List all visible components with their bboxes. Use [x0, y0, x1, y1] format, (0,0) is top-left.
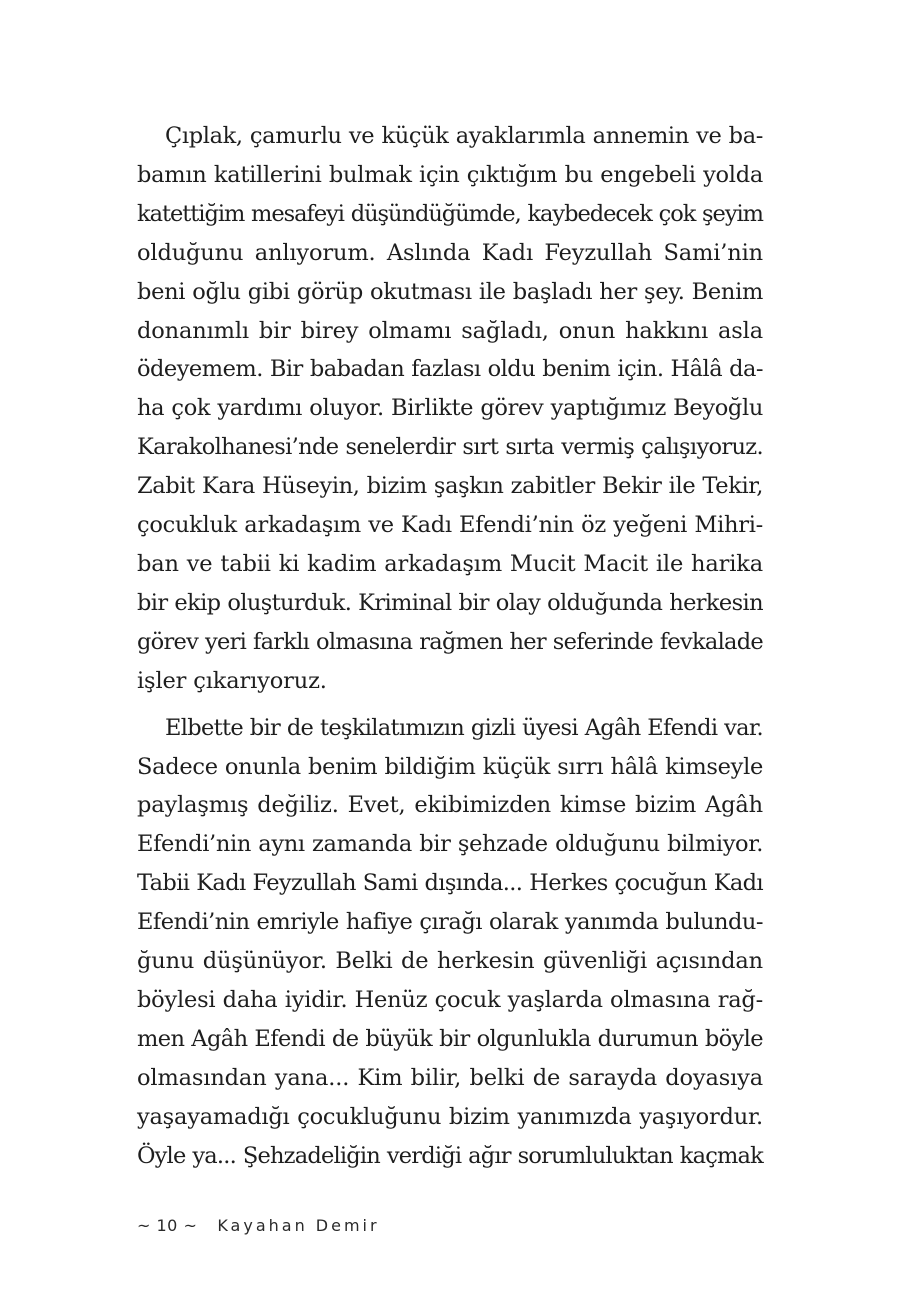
page-footer [137, 1216, 380, 1235]
text-line: çocukluk arkadaşım ve Kadı Efendi’nin öz yeğeni Mihri- [137, 512, 763, 539]
text-line: işler çıkarıyoruz. [137, 667, 327, 694]
page-number: ~ 10 ~ [137, 1216, 198, 1235]
text-line: Tabii Kadı Feyzullah Sami dışında... Herkes çocuğun Kadı [137, 870, 763, 897]
text-line: ğunu düşünüyor. Belki de herkesin güvenliği açısından [137, 948, 763, 975]
text-line: olduğunu anlıyorum. Aslında Kadı Feyzullah Sami’nin [137, 239, 763, 266]
author-name: Kayahan Demir [217, 1216, 380, 1235]
text-line: Zabit Kara Hüseyin, bizim şaşkın zabitler Bekir ile Tekir, [137, 473, 763, 500]
text-line: katettiğim mesafeyi düşündüğümde, kaybedecek çok şeyim [137, 200, 763, 227]
text-line: Öyle ya... Şehzadeliğin verdiği ağır sorumluluktan kaçmak [137, 1142, 763, 1169]
text-line: bamın katillerini bulmak için çıktığım bu engebeli yolda [137, 161, 763, 188]
text-line: ban ve tabii ki kadim arkadaşım Mucit Macit ile harika [137, 550, 763, 577]
text-line: Karakolhanesi’nde senelerdir sırt sırta vermiş çalışıyoruz. [137, 434, 763, 461]
paragraph-2 [137, 709, 763, 1176]
text-line: bir ekip oluşturduk. Kriminal bir olay olduğunda herkesin [137, 589, 763, 616]
body-text [137, 117, 763, 1175]
text-line: görev yeri farklı olmasına rağmen her seferinde fevkalade [137, 628, 763, 655]
text-line: paylaşmış değiliz. Evet, ekibimizden kimse bizim Agâh [137, 792, 763, 819]
text-line: Efendi’nin aynı zamanda bir şehzade olduğunu bilmiyor. [137, 831, 763, 858]
text-line: böylesi daha iyidir. Henüz çocuk yaşlarda olmasına rağ- [137, 986, 763, 1013]
text-line: Çıplak, çamurlu ve küçük ayaklarımla annemin ve ba- [165, 123, 763, 149]
text-line: olmasından yana... Kim bilir, belki de sarayda doyasıya [137, 1064, 763, 1091]
text-line: yaşayamadığı çocukluğunu bizim yanımızda yaşıyordur. [137, 1103, 763, 1130]
text-line: Elbette bir de teşkilatımızın gizli üyesi Agâh Efendi var. [165, 714, 763, 741]
text-line: beni oğlu gibi görüp okutması ile başladı her şey. Benim [137, 278, 763, 305]
text-line: ha çok yardımı oluyor. Birlikte görev yaptığımız Beyoğlu [137, 395, 763, 422]
text-line: Sadece onunla benim bildiğim küçük sırrı hâlâ kimseyle [137, 753, 763, 780]
text-line: donanımlı bir birey olmamı sağladı, onun hakkını asla [137, 317, 763, 344]
text-line: ödeyemem. Bir babadan fazlası oldu benim için. Hâlâ da- [137, 356, 763, 383]
paragraph-1 [137, 117, 763, 701]
text-line: Efendi’nin emriyle hafiye çırağı olarak yanımda bulundu- [137, 909, 763, 936]
text-line: men Agâh Efendi de büyük bir olgunlukla durumun böyle [137, 1025, 763, 1052]
